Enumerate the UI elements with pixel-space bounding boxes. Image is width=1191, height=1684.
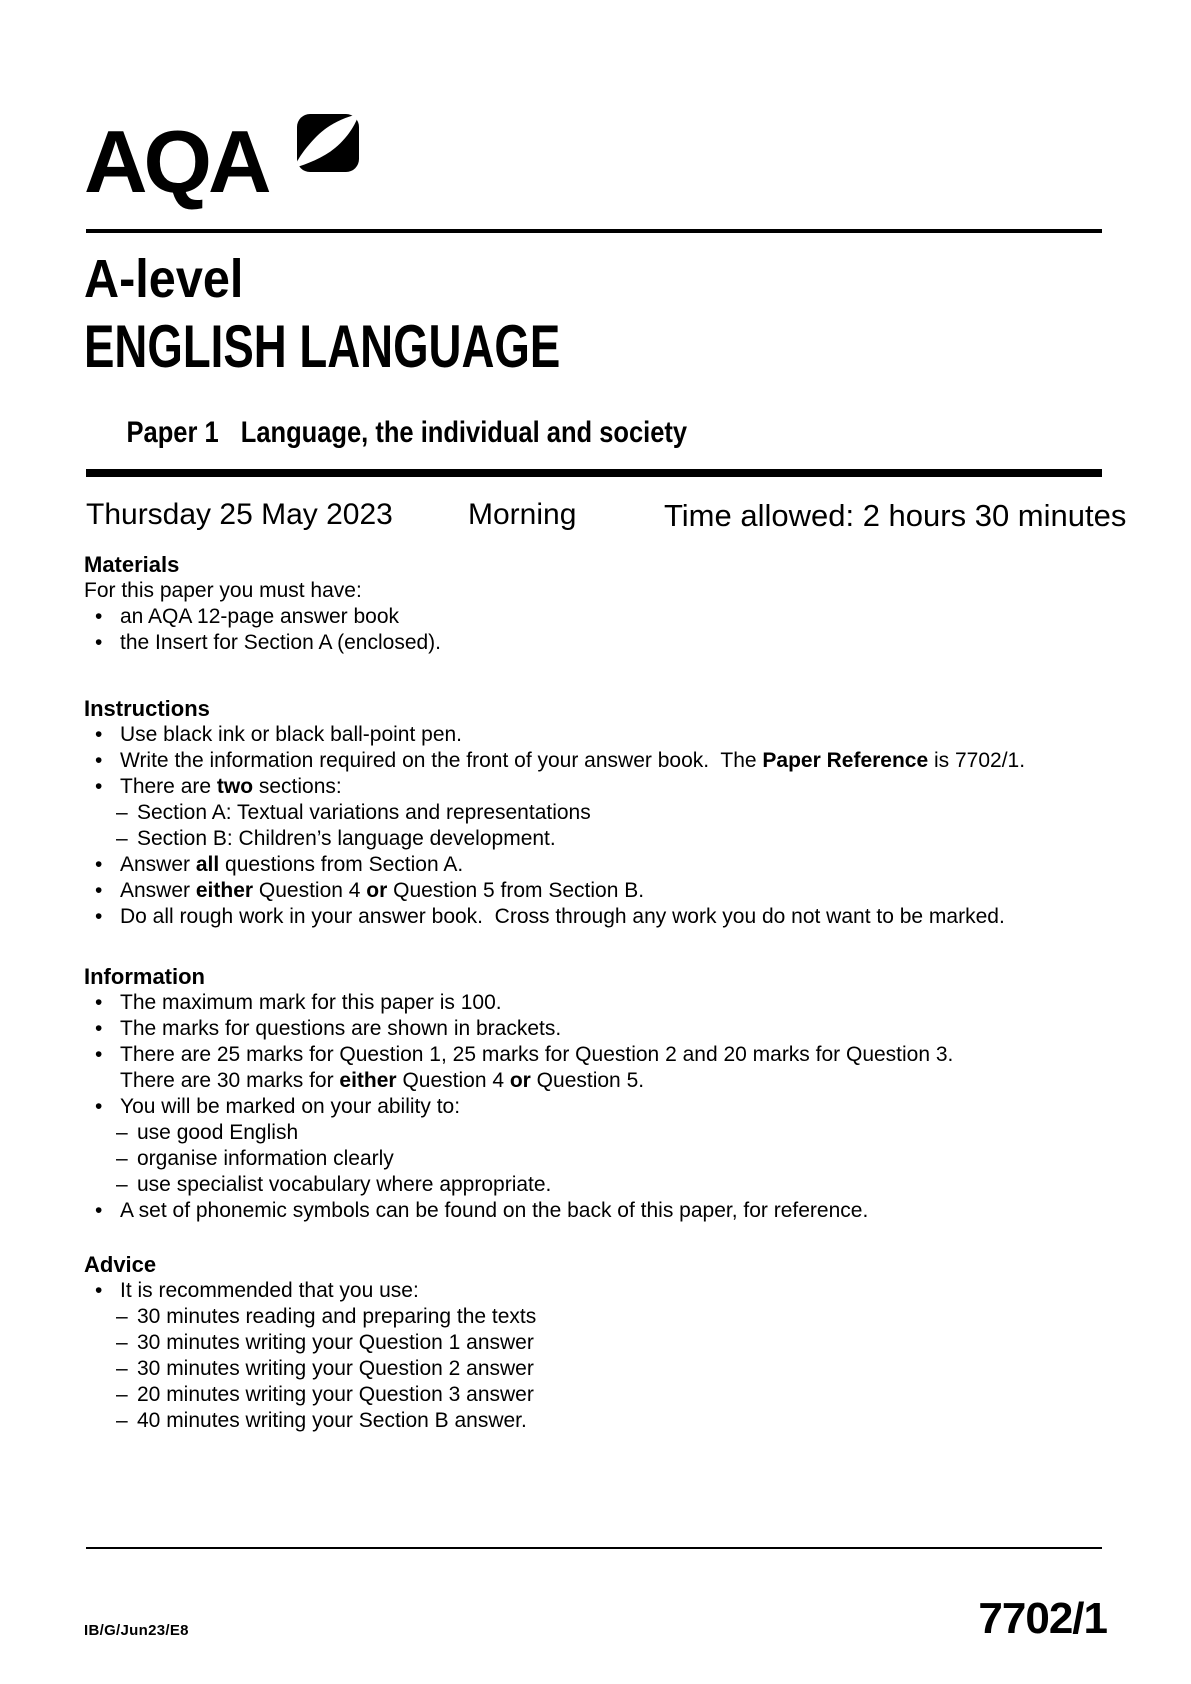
section-heading: Information bbox=[84, 964, 205, 989]
list-item bbox=[84, 1016, 1130, 1042]
list-item bbox=[84, 1198, 1130, 1224]
dash-marker: – bbox=[116, 1305, 128, 1328]
paper-reference: 7702/1 bbox=[978, 1594, 1107, 1643]
list-item bbox=[84, 722, 1130, 748]
list-item-text: There are 25 marks for Question 1, 25 marks for Question 2 and 20 marks for Question 3. bbox=[120, 1043, 954, 1066]
list-item bbox=[84, 1278, 1130, 1304]
list-item bbox=[116, 1120, 1130, 1146]
bullet-marker: • bbox=[95, 905, 103, 928]
dash-marker: – bbox=[116, 1331, 128, 1354]
aqa-logo-text: AQA bbox=[84, 112, 268, 211]
list-item-text: use good English bbox=[137, 1121, 299, 1144]
dash-marker: – bbox=[116, 1409, 128, 1432]
bullet-marker: • bbox=[95, 1199, 103, 1222]
list-item bbox=[84, 748, 1130, 774]
list-item-text: Write the information required on the front of your answer book. The Paper Reference is 7702/1. bbox=[120, 749, 1026, 772]
rubric-sections bbox=[84, 552, 1130, 1434]
list-item-text: It is recommended that you use: bbox=[120, 1279, 419, 1302]
list-item bbox=[84, 1042, 1130, 1068]
section-heading: Instructions bbox=[84, 696, 210, 721]
bullet-marker: • bbox=[95, 631, 103, 654]
list-item-text: Do all rough work in your answer book. Cross through any work you do not want to be marked. bbox=[120, 905, 1005, 928]
section-heading: Materials bbox=[84, 552, 180, 577]
list-item-text: Section B: Children’s language development. bbox=[137, 827, 556, 850]
list-item bbox=[116, 826, 1130, 852]
dash-marker: – bbox=[116, 1357, 128, 1380]
list-item bbox=[116, 1356, 1130, 1382]
bullet-marker: • bbox=[95, 723, 103, 746]
exam-sitting-row bbox=[84, 500, 1144, 540]
list-item-text: Answer all questions from Section A. bbox=[120, 853, 464, 876]
list-item-text: the Insert for Section A (enclosed). bbox=[120, 631, 442, 654]
dash-marker: – bbox=[116, 1383, 128, 1406]
bullet-marker: • bbox=[95, 605, 103, 628]
list-item-text: 40 minutes writing your Section B answer. bbox=[137, 1409, 527, 1432]
paper-title-text: Language, the individual and society bbox=[240, 416, 688, 449]
section-instructions bbox=[84, 696, 1130, 930]
list-item-text: You will be marked on your ability to: bbox=[120, 1095, 461, 1118]
list-item-text: The marks for questions are shown in brackets. bbox=[120, 1017, 562, 1040]
list-item-text: organise information clearly bbox=[137, 1147, 394, 1170]
time-allowed: Time allowed: 2 hours 30 minutes bbox=[664, 498, 1127, 533]
bullet-marker: • bbox=[95, 1017, 103, 1040]
list-item bbox=[116, 1408, 1130, 1434]
list-item bbox=[116, 1172, 1130, 1198]
section-materials bbox=[84, 552, 1130, 656]
list-item bbox=[84, 1094, 1130, 1120]
list-item bbox=[84, 990, 1130, 1016]
list-item bbox=[116, 1330, 1130, 1356]
dash-marker: – bbox=[116, 801, 128, 824]
footer-code: IB/G/Jun23/E8 bbox=[84, 1622, 189, 1639]
list-item bbox=[120, 1068, 1130, 1094]
subject-title: ENGLISH LANGUAGE bbox=[84, 313, 561, 380]
section-intro: For this paper you must have: bbox=[84, 579, 362, 602]
bullet-marker: • bbox=[95, 1043, 103, 1066]
list-item bbox=[84, 904, 1130, 930]
header-divider bbox=[86, 229, 1102, 233]
list-item bbox=[116, 1146, 1130, 1172]
title-divider bbox=[86, 469, 1102, 477]
list-item-text: Section A: Textual variations and representations bbox=[137, 801, 591, 824]
section-heading: Advice bbox=[84, 1252, 157, 1277]
dash-marker: – bbox=[116, 1173, 128, 1196]
footer-divider bbox=[86, 1547, 1102, 1549]
bullet-marker: • bbox=[95, 1279, 103, 1302]
section-information bbox=[84, 964, 1130, 1224]
bullet-marker: • bbox=[95, 879, 103, 902]
list-item bbox=[116, 800, 1130, 826]
bullet-marker: • bbox=[95, 749, 103, 772]
list-item-text: 20 minutes writing your Question 3 answer bbox=[137, 1383, 534, 1406]
section-advice bbox=[84, 1252, 1130, 1434]
aqa-logo bbox=[84, 112, 268, 211]
dash-marker: – bbox=[116, 1147, 128, 1170]
dash-marker: – bbox=[116, 1121, 128, 1144]
list-item-text: A set of phonemic symbols can be found on the back of this paper, for reference. bbox=[120, 1199, 869, 1222]
list-item bbox=[84, 852, 1130, 878]
paper-number: Paper 1 bbox=[126, 416, 219, 449]
list-item bbox=[84, 604, 1130, 630]
bullet-marker: • bbox=[95, 775, 103, 798]
qualification-title: A-level bbox=[84, 249, 244, 309]
list-item bbox=[116, 1304, 1130, 1330]
list-item-text: The maximum mark for this paper is 100. bbox=[120, 991, 502, 1014]
bullet-marker: • bbox=[95, 1095, 103, 1118]
list-item-text: There are two sections: bbox=[120, 775, 342, 798]
bullet-marker: • bbox=[95, 991, 103, 1014]
exam-date: Thursday 25 May 2023 bbox=[86, 498, 393, 531]
list-item-text: There are 30 marks for either Question 4 or Question 5. bbox=[120, 1069, 645, 1092]
list-item-text: Answer either Question 4 or Question 5 from Section B. bbox=[120, 879, 645, 902]
list-item bbox=[84, 774, 1130, 800]
list-item-text: Use black ink or black ball-point pen. bbox=[120, 723, 463, 746]
list-item bbox=[116, 1382, 1130, 1408]
list-item-text: an AQA 12-page answer book bbox=[120, 605, 400, 628]
list-item-text: use specialist vocabulary where appropriate. bbox=[137, 1173, 552, 1196]
aqa-leaf-icon bbox=[293, 112, 361, 176]
list-item-text: 30 minutes reading and preparing the texts bbox=[137, 1305, 537, 1328]
list-item-text: 30 minutes writing your Question 2 answer bbox=[137, 1357, 534, 1380]
exam-session: Morning bbox=[468, 498, 577, 531]
list-item bbox=[84, 878, 1130, 904]
bullet-marker: • bbox=[95, 853, 103, 876]
dash-marker: – bbox=[116, 827, 128, 850]
list-item-text: 30 minutes writing your Question 1 answer bbox=[137, 1331, 534, 1354]
list-item bbox=[84, 630, 1130, 656]
